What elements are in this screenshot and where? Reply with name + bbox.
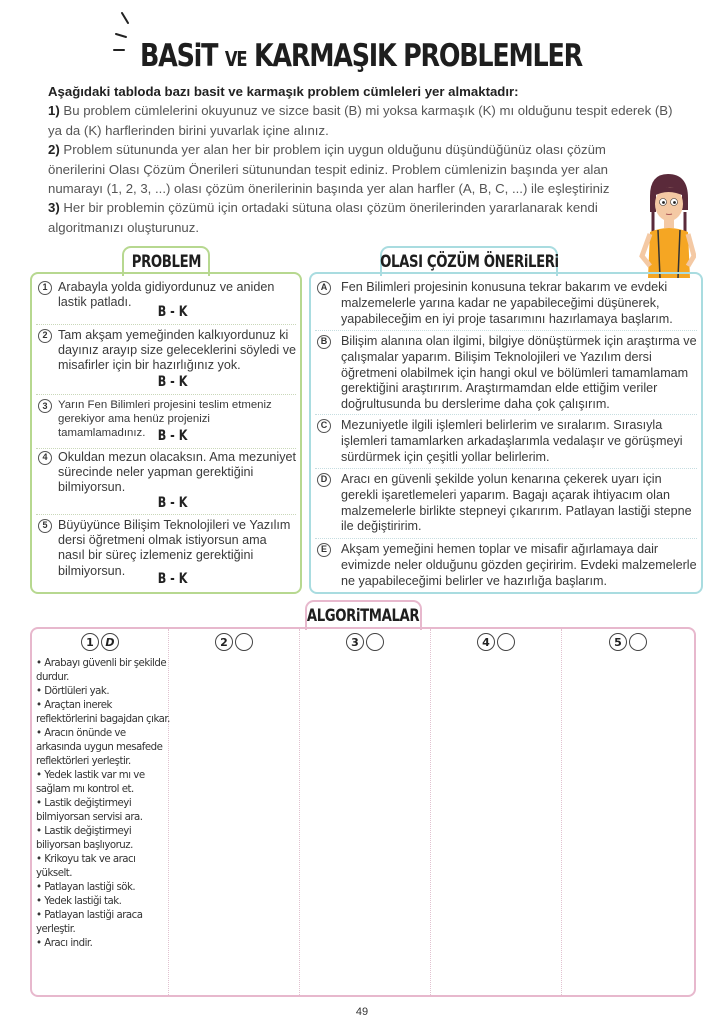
algorithm-step: • Patlayan lastiği sök.	[36, 882, 136, 893]
algorithm-step: • Krikoyu tak ve aracı yükselt.	[36, 854, 136, 879]
problem-number-badge: 1	[38, 281, 52, 295]
step-text: Her bir problemin çözümü için ortadaki sütuna olası çözüm önerilerinden yararlanarak kendi algoritmanızı oluşturunuz.	[48, 200, 598, 235]
page-number: 49	[355, 1006, 369, 1018]
algorithm-column[interactable]	[300, 629, 431, 995]
algorithm-step: • Yedek lastik var mı ve sağlam mı kontrol et.	[36, 770, 145, 795]
algorithm-step: • Araçtan inerek reflektörlerini bagajdan çıkar.	[36, 700, 170, 725]
title-word-karmasik: KARMAŞIK PROBLEMLER	[253, 38, 582, 74]
problem-number-circle: 5	[609, 633, 627, 651]
solution-letter-badge: B	[317, 335, 331, 349]
problem-item	[38, 450, 296, 496]
algorithm-column-header	[32, 633, 168, 651]
problem-number-circle: 1	[81, 633, 99, 651]
algorithm-step: • Lastik değiştirmeyi bilmiyorsan servisi ara.	[36, 798, 143, 823]
problem-text: Tam akşam yemeğinden kalkıyordunuz ki dayınız arayıp size geleceklerini söyledi ve misafirler için bir hazırlığınız yok.	[58, 328, 297, 373]
solution-text: Mezuniyetle ilgili işlemleri belirlerim ve sıralarım. Sırasıyla işlemleri tamamlarken arkadaşlarımla vedalaşır ve görüşmeyi sürdürmek için çeşitli yollar belirlerim.	[341, 418, 683, 464]
solution-item	[317, 418, 697, 465]
answer-letter-circle[interactable]	[629, 633, 647, 651]
problem-text: Okuldan mezun olacaksın. Ama mezuniyet sürecinde neler yapman gerektiğini bilmiyorsun.	[58, 450, 297, 495]
algorithm-step: • Lastik değiştirmeyi biliyorsan başlıyoruz.	[36, 826, 133, 851]
algorithms-heading-tab	[305, 600, 422, 630]
solution-text: Akşam yemeğini hemen toplar ve misafir ağırlamaya dair evimizde neler olduğunu gözden geçiririm. Evdeki malzemelerle ne yapabileceğimi belirler ve hazırlığa başlarım.	[341, 542, 697, 588]
algorithm-step: • Yedek lastiği tak.	[36, 896, 122, 907]
instruction-step	[48, 140, 644, 198]
problem-number-badge: 4	[38, 451, 52, 465]
divider	[315, 330, 697, 331]
problem-text: Yarın Fen Bilimleri projesini teslim etmeniz gerekiyor ama henüz projenizi tamamlamadınız.	[58, 399, 272, 439]
divider	[36, 514, 296, 515]
algorithm-column[interactable]	[562, 629, 694, 995]
solutions-heading: OLASI ÇÖZÜM ÖNERiLERi	[379, 252, 559, 272]
answer-letter-circle[interactable]	[366, 633, 384, 651]
answer-letter-circle[interactable]	[497, 633, 515, 651]
algorithm-step: • Arabayı güvenli bir şekilde durdur.	[36, 658, 167, 683]
solutions-panel	[309, 272, 703, 594]
algorithm-column-header	[169, 633, 299, 651]
solution-item	[317, 542, 697, 589]
problem-number-circle: 2	[215, 633, 233, 651]
b-k-choice[interactable]: B - K	[157, 571, 188, 587]
problem-number-circle: 4	[477, 633, 495, 651]
instructions-lead: Aşağıdaki tabloda bazı basit ve karmaşık problem cümleleri yer almaktadır:	[48, 84, 519, 99]
divider	[36, 448, 296, 449]
page-title	[140, 38, 582, 74]
step-text: Bu problem cümlelerini okuyunuz ve sizce basit (B) mi yoksa karmaşık (K) mı olduğunu tespit ederek (B) ya da (K) harflerinden birini yuvarlak içine alınız.	[48, 103, 673, 138]
answer-letter-circle[interactable]: D	[101, 633, 119, 651]
solution-text: Aracı en güvenli şekilde yolun kenarına çekerek uyarı için gerekli işaretlemeleri yaparım. Bagajı açarak ihtiyacım olan malzemelerle birlikte stepneyi çıkarırım. Patlayan lastiği stepne ile değiştiririm.	[341, 472, 692, 534]
solution-text: Bilişim alanına olan ilgimi, bilgiye dönüştürmek için araştırma ve çalışmalar yaparım. Bilişim Teknolojileri ve Yazılım dersi öğretmeni olabilmek için hangi okul ve bölümleri tamamlamam gerektiğini araştırırım. Araştırmamdan elde ettiğim veriler doğrultusunda bu derslerime daha çok çalışırım.	[341, 334, 697, 412]
solution-item	[317, 280, 697, 327]
instruction-step	[48, 198, 634, 237]
algorithm-column-header	[431, 633, 561, 651]
step-number: 1)	[48, 103, 60, 119]
solution-letter-badge: C	[317, 419, 331, 433]
problem-panel	[30, 272, 302, 594]
title-area	[110, 10, 590, 76]
problem-heading: PROBLEM	[131, 252, 201, 272]
algorithm-column-header	[562, 633, 694, 651]
step-text: Problem sütununda yer alan her bir problem için uygun olduğunu düşündüğünüz olası çözüm önerilerini Olası Çözüm Önerileri sütunundan tespit ediniz. Problem cümlenizin başında yer alan numarayı (1, 2, 3, ...) olası çözüm önerilerinin başında yer alan harfler (A, B, C, ...) ile eşleştiriniz	[48, 142, 610, 197]
algorithms-heading: ALGORiTMALAR	[307, 606, 420, 626]
title-word-basit: BASiT	[140, 38, 218, 74]
step-number: 2)	[48, 142, 60, 158]
divider	[315, 414, 697, 415]
title-word-ve: VE	[224, 47, 247, 71]
divider	[36, 324, 296, 325]
girl-character-illustration	[636, 170, 696, 278]
algorithm-step: • Aracı indir.	[36, 938, 93, 949]
divider	[315, 468, 697, 469]
algorithm-step: • Dörtlüleri yak.	[36, 686, 110, 697]
b-k-choice[interactable]: B - K	[157, 304, 188, 320]
instruction-step	[48, 101, 688, 140]
algorithm-column[interactable]	[169, 629, 300, 995]
algorithm-step: • Aracın önünde ve arkasında uygun mesafede reflektörleri yerleştir.	[36, 728, 163, 767]
instructions	[48, 82, 688, 237]
solution-text: Fen Bilimleri projesinin konusuna tekrar bakarım ve evdeki malzemelerle yarına kadar ne yapabileceğimi düşünerek, yapabileceğim en iyi proje tasarımını hazırlamaya başlarım.	[341, 280, 673, 326]
problem-number-badge: 5	[38, 519, 52, 533]
problem-item	[38, 518, 296, 579]
accent-dashes-icon	[110, 10, 140, 60]
b-k-choice[interactable]: B - K	[157, 428, 188, 444]
solution-letter-badge: D	[317, 473, 331, 487]
b-k-choice[interactable]: B - K	[157, 495, 188, 511]
problem-text: Büyüyünce Bilişim Teknolojileri ve Yazılım dersi öğretmeni olmak istiyorsun ama nasıl bir süreç izlemeniz gerektiğini bilmiyorsun.	[58, 518, 291, 578]
problem-number-badge: 2	[38, 329, 52, 343]
divider	[315, 538, 697, 539]
algorithm-column-header	[300, 633, 430, 651]
answer-letter-circle[interactable]	[235, 633, 253, 651]
solution-item	[317, 472, 697, 535]
problem-item	[38, 328, 296, 374]
problem-number-circle: 3	[346, 633, 364, 651]
algorithm-column[interactable]	[431, 629, 562, 995]
step-number: 3)	[48, 200, 60, 216]
algorithm-steps-list	[36, 657, 170, 951]
problem-number-badge: 3	[38, 399, 52, 413]
solution-letter-badge: A	[317, 281, 331, 295]
algorithm-column	[32, 629, 169, 995]
solution-item	[317, 334, 697, 413]
algorithms-panel	[30, 627, 696, 997]
algorithm-step: • Patlayan lastiği araca yerleştir.	[36, 910, 143, 935]
problem-text: Arabayla yolda gidiyordunuz ve aniden lastik patladı.	[58, 280, 275, 310]
divider	[36, 394, 296, 395]
solution-letter-badge: E	[317, 543, 331, 557]
b-k-choice[interactable]: B - K	[157, 374, 188, 390]
